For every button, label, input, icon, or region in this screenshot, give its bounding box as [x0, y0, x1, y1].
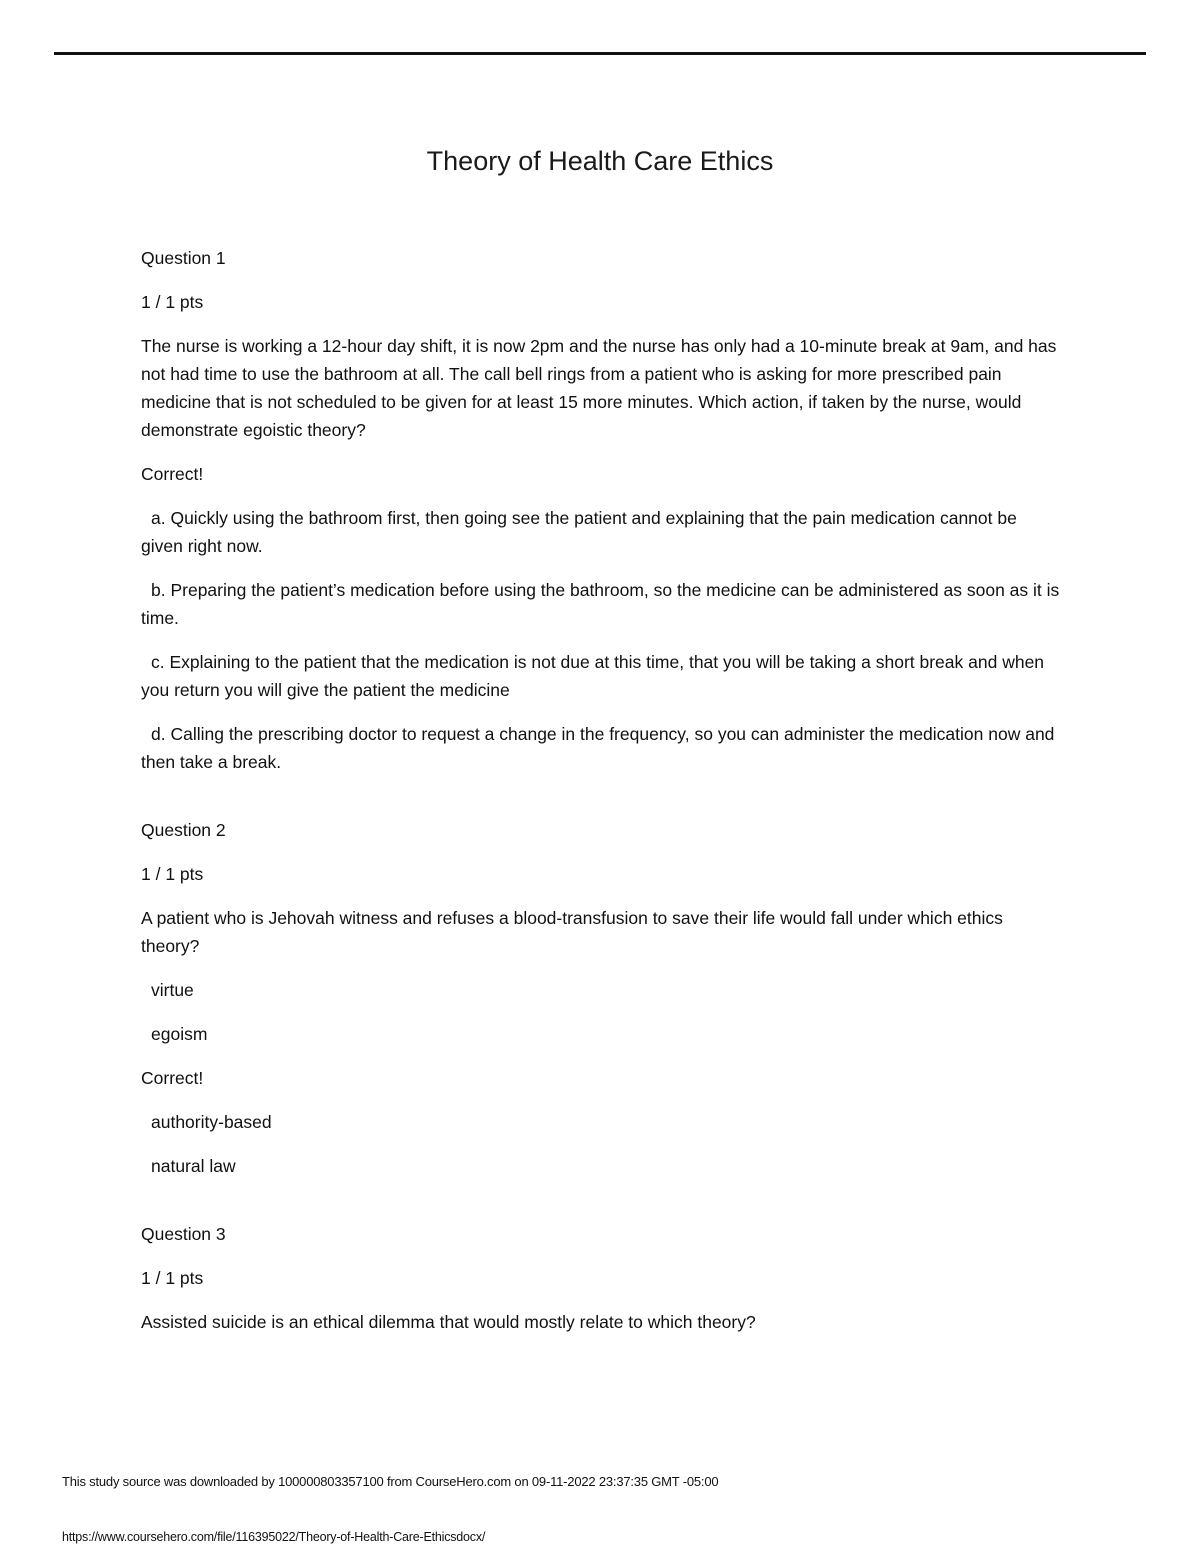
question-heading: Question 3 — [141, 1224, 226, 1244]
question-1 — [141, 244, 1061, 776]
question-2 — [141, 816, 1061, 1180]
question-heading: Question 1 — [141, 248, 226, 268]
source-url[interactable]: https://www.coursehero.com/file/116395022/Theory-of-Health-Care-Ethicsdocx/ — [62, 1530, 486, 1544]
correct-marker: Correct! — [141, 464, 204, 484]
document-title: Theory of Health Care Ethics — [426, 146, 774, 176]
question-3 — [141, 1220, 1061, 1336]
question-heading: Question 2 — [141, 820, 226, 840]
answer-option-d: d. Calling the prescribing doctor to request a change in the frequency, so you can administer the medication now and then take a break. — [141, 724, 1055, 772]
question-prompt: The nurse is working a 12-hour day shift, it is now 2pm and the nurse has only had a 10-minute break at 9am, and has not had time to use the bathroom at all. The call bell rings from a patient who is asking for more prescribed pain medicine that is not scheduled to be given for at least 15 more minutes. Which action, if taken by the nurse, would demonstrate egoistic theory? — [141, 336, 1057, 440]
answer-option-b: b. Preparing the patient’s medication before using the bathroom, so the medicine can be administered as soon as it is time. — [141, 580, 1060, 628]
question-points: 1 / 1 pts — [141, 292, 204, 312]
question-prompt: A patient who is Jehovah witness and refuses a blood-transfusion to save their life would fall under which ethics theory? — [141, 908, 1003, 956]
question-points: 1 / 1 pts — [141, 864, 204, 884]
answer-option-c: c. Explaining to the patient that the medication is not due at this time, that you will be taking a short break and when you return you will give the patient the medicine — [141, 652, 1045, 700]
answer-option-natural-law: natural law — [151, 1156, 236, 1176]
document-body — [141, 244, 1061, 1352]
download-source-notice: This study source was downloaded by 100000803357100 from CourseHero.com on 09-11-2022 23:37:35 GMT -05:00 — [62, 1474, 719, 1489]
answer-option-a: a. Quickly using the bathroom first, then going see the patient and explaining that the pain medication cannot be given right now. — [141, 508, 1017, 556]
answer-option-virtue: virtue — [151, 980, 194, 1000]
question-prompt: Assisted suicide is an ethical dilemma that would mostly relate to which theory? — [141, 1312, 756, 1332]
header-rule — [54, 52, 1146, 55]
answer-option-egoism: egoism — [151, 1024, 208, 1044]
answer-option-authority-based: authority-based — [151, 1112, 272, 1132]
question-points: 1 / 1 pts — [141, 1268, 204, 1288]
correct-marker: Correct! — [141, 1068, 204, 1088]
